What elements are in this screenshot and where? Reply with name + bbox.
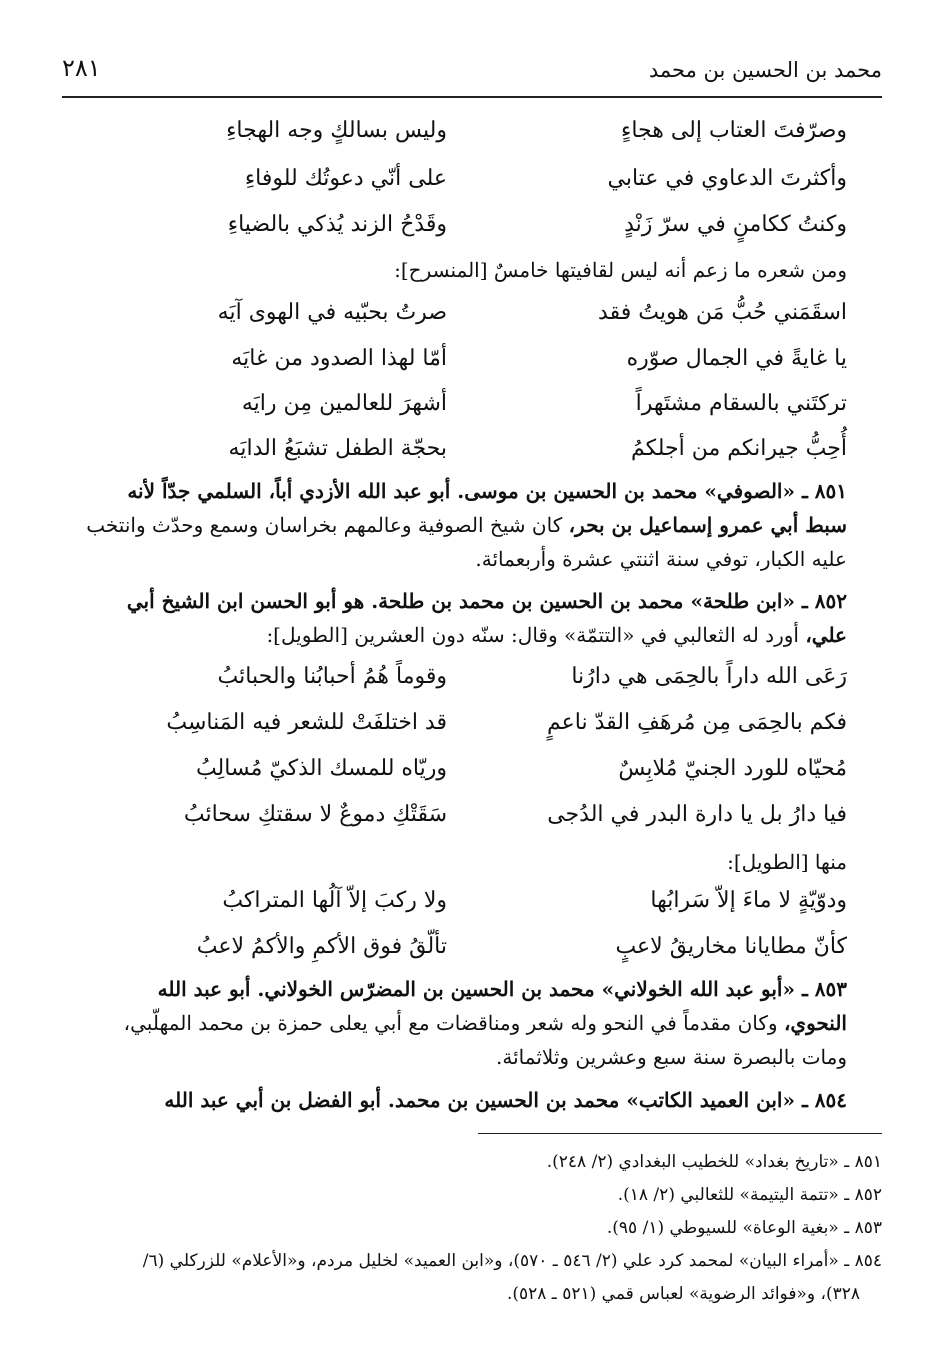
entry-heading: ٨٥١ ـ «الصوفي» محمد بن الحسين بن موسى. أبو عبد الله الأزدي أباً، السلمي جدّاً لأنه — [127, 479, 847, 503]
second-hemistich: ولا ركبَ إلاّ آلُها المتراكبُ — [222, 888, 447, 913]
first-hemistich: يا غايةً في الجمال صوّره — [626, 346, 847, 371]
entry-text: عليه الكبار، توفي سنة اثنتي عشرة وأربعمائة. — [475, 547, 847, 571]
entry-heading: ٨٥٢ ـ «ابن طلحة» محمد بن الحسين بن محمد بن طلحة. هو أبو الحسن ابن الشيخ أبي — [126, 589, 847, 613]
footnote-continuation: ٣٢٨)، و«فوائد الرضوية» لعباس قمي (٥٢١ ـ ٥٢٨). — [506, 1284, 860, 1304]
entry-heading: ٨٥٤ ـ «ابن العميد الكاتب» محمد بن الحسين بن محمد. أبو الفضل بن أبي عبد الله — [164, 1088, 847, 1112]
entry-heading-cont: علي، — [805, 623, 847, 647]
entry-text: ومات بالبصرة سنة سبع وعشرين وثلاثمائة. — [496, 1045, 847, 1069]
second-hemistich: على أنّي دعوتُك للوفاءِ — [244, 166, 447, 191]
footnote: ٨٥٢ ـ «تتمة اليتيمة» للثعالبي (٢/ ١٨). — [617, 1185, 882, 1205]
verse-line — [62, 700, 847, 748]
verse-line — [62, 924, 847, 972]
second-hemistich: تألّقُ فوق الأكمِ والأكمُ لاعبُ — [196, 934, 447, 959]
first-hemistich: وصرّفتَ العتاب إلى هجاءٍ — [620, 118, 847, 143]
second-hemistich: سَقَتْكِ دموعٌ لا سقتكِ سحائبُ — [183, 802, 447, 827]
footnote: ٨٥٣ ـ «بغية الوعاة» للسيوطي (١/ ٩٥). — [606, 1218, 882, 1238]
entry-text: وكان مقدماً في النحو وله شعر ومناقضات مع أبي يعلى حمزة بن محمد المهلّبي، — [123, 1011, 784, 1035]
verse-line — [62, 792, 847, 840]
second-hemistich: وليس بسالكٍ وجه الهجاءِ — [226, 118, 447, 143]
first-hemistich: فيا دارُ بل يا دارة البدر في الدُجى — [547, 802, 847, 827]
page-number: ٢٨١ — [62, 54, 101, 82]
entry-heading: ٨٥٣ ـ «أبو عبد الله الخولاني» محمد بن الحسين بن المضرّس الخولاني. أبو عبد الله — [157, 977, 847, 1001]
verse-line — [62, 290, 847, 338]
verse-line — [62, 426, 847, 474]
page-header — [62, 52, 882, 94]
first-hemistich: فكم بالحِمَى مِن مُرهَفِ القدّ ناعمٍ — [547, 710, 847, 735]
entry-text: أورد له الثعالبي في «التتمّة» وقال: سنّه دون العشرين [الطويل]: — [266, 623, 806, 647]
second-hemistich: أمّا لهذا الصدود من غايَه — [231, 346, 447, 371]
verse-line — [62, 156, 847, 204]
verse-line — [62, 746, 847, 794]
second-hemistich: قد اختلفَتْ للشعر فيه المَناسِبُ — [166, 710, 447, 735]
second-hemistich: أشهرَ للعالمين مِن رايَه — [241, 391, 447, 416]
entry-851 — [62, 474, 847, 576]
footnote: ٨٥٤ ـ «أمراء البيان» لمحمد كرد علي (٢/ ٥٤٦ ـ ٥٧٠)، و«ابن العميد» لخليل مردم، و«الأعلام» للزركلي (٦/ — [142, 1251, 882, 1271]
running-title: محمد بن الحسين بن محمد — [648, 58, 882, 82]
entry-852 — [62, 584, 847, 652]
footnotes — [62, 1146, 882, 1311]
first-hemistich: مُحيّاه للورد الجنيّ مُلابِسٌ — [618, 756, 847, 781]
verse-line — [62, 202, 847, 250]
footnote: ٨٥١ ـ «تاريخ بغداد» للخطيب البغدادي (٢/ ٢٤٨). — [546, 1152, 882, 1172]
first-hemistich: اسقَمَني حُبُّ مَن هويتُ فقد — [598, 300, 847, 325]
verse-line — [62, 654, 847, 702]
first-hemistich: وكنتُ ككامنٍ في سرّ زَنْدٍ — [624, 212, 847, 237]
first-hemistich: أُحِبُّ جيرانكم من أجلكمُ — [630, 436, 847, 461]
first-hemistich: تركتَني بالسقام مشتَهراً — [635, 391, 847, 416]
verse-line — [62, 336, 847, 384]
first-hemistich: كأنّ مطايانا مخاريقُ لاعبٍ — [615, 934, 847, 959]
second-hemistich: بحجّة الطفل تشبَعُ الدايَه — [228, 436, 447, 461]
second-hemistich: وقَدْحُ الزند يُذكي بالضياءِ — [227, 212, 447, 237]
footnote-rule — [478, 1133, 882, 1134]
second-hemistich: صرتُ بحبّيه في الهوى آيَه — [217, 300, 447, 325]
entry-heading-cont: سبط أبي عمرو إسماعيل بن بحر، — [568, 513, 847, 537]
first-hemistich: ودوّيّةٍ لا ماءَ إلاّ سَرابُها — [650, 888, 847, 913]
header-rule — [62, 96, 882, 98]
verse-line — [62, 381, 847, 429]
first-hemistich: وأكثرتَ الدعاوي في عتابي — [607, 166, 847, 191]
verse-line — [62, 878, 847, 926]
second-hemistich: وريّاه للمسك الذكيّ مُسالِبُ — [195, 756, 447, 781]
poem-intro: ومن شعره ما زعم أنه ليس لقافيتها خامسٌ [المنسرح]: — [394, 258, 847, 282]
second-hemistich: وقوماً هُمُ أحبابُنا والحبائبُ — [217, 664, 447, 689]
entry-853 — [62, 972, 847, 1074]
entry-854 — [62, 1083, 847, 1117]
first-hemistich: رَعَى الله داراً بالحِمَى هي دارُنا — [571, 664, 847, 689]
entry-text: كان شيخ الصوفية وعالمهم بخراسان وسمع وحدّث وانتخب — [86, 513, 569, 537]
poem-intro: منها [الطويل]: — [727, 850, 847, 874]
entry-heading-cont: النحوي، — [783, 1011, 847, 1035]
verse-line — [62, 108, 847, 156]
